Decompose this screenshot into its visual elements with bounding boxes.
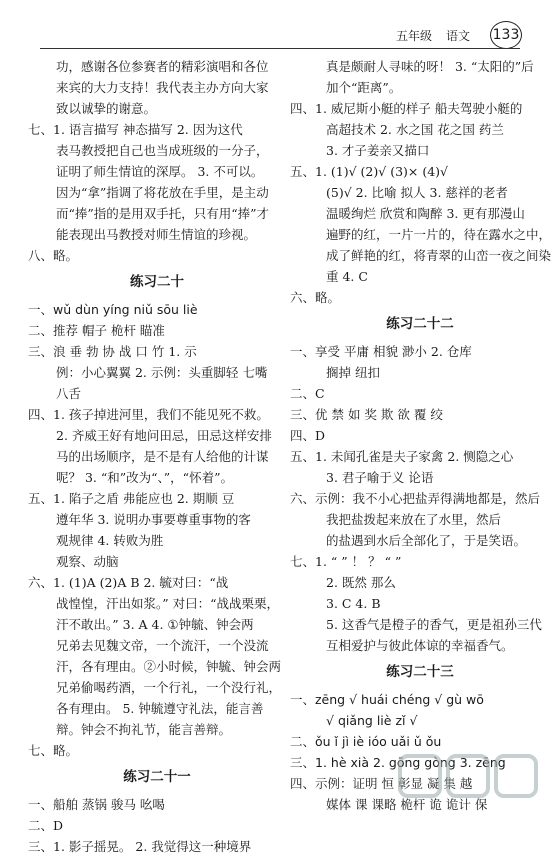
answer-line: 媒体 课 课略 桅杆 诡 诡计 保 xyxy=(326,797,488,812)
section-title: 练习二十二 xyxy=(386,316,454,332)
answer-line: 八、略。 xyxy=(28,248,79,263)
subject-label: 语文 xyxy=(446,29,471,43)
answer-line: 呢？ 3. “和”改为“、”，“怀着”。 xyxy=(56,470,233,485)
answer-line: 一、享受 平庸 相貌 渺小 2. 仓库 xyxy=(290,344,472,359)
answer-line: 观察、动脑 xyxy=(56,554,119,569)
answer-line: 遵年华 3. 说明办事要尊重事物的客 xyxy=(56,512,251,527)
page-header xyxy=(0,0,560,52)
answer-line: 八舌 xyxy=(56,386,82,401)
answer-line: 重 4. C xyxy=(326,269,368,284)
answer-line: 三、浪 垂 勃 协 战 口 竹 1. 示 xyxy=(28,344,197,359)
answer-line: 四、1. 孩子掉进河里，我们不能见死不救。 xyxy=(28,407,269,422)
answer-line: 六、略。 xyxy=(290,290,341,305)
answer-line: 表马教授把自己也当成班级的一分子， xyxy=(56,143,269,158)
answer-line: 三、优 禁 如 奖 欺 欲 覆 绞 xyxy=(290,407,443,422)
left-column xyxy=(28,56,286,857)
right-column xyxy=(290,56,550,815)
answer-line: 二、D xyxy=(28,818,64,833)
answer-line: 四、示例：证明 恒 彰显 凝 集 越 xyxy=(290,776,473,791)
answer-line: 兄弟偷喝药酒，一个行礼，一个没行礼， xyxy=(56,680,282,695)
section-title: 练习二十一 xyxy=(123,769,191,785)
answer-line: 因为“拿”指调了将花放在手里，是主动 xyxy=(56,185,269,200)
answer-line: 高超技术 2. 水之国 花之国 药兰 xyxy=(326,122,504,137)
answer-line: 七、1. “ ” ！ ？ “ ” xyxy=(290,554,402,569)
answer-line: 二、ǒu ǐ jì iè ióo uǎi ǔ ǒu xyxy=(290,734,442,749)
answer-line: 遍野的红，一片一片的，待在露水之中， xyxy=(326,227,552,242)
answer-line: 七、略。 xyxy=(28,743,79,758)
answer-line: 证明了师生情谊的深厚。 3. 不可以。 xyxy=(56,164,264,179)
section-title: 练习二十三 xyxy=(386,664,454,680)
answer-line: 互相爱护与彼此体谅的幸福香气。 xyxy=(326,638,514,653)
answer-line: 五、1. 陷子之盾 弗能应也 2. 期顺 豆 xyxy=(28,491,235,506)
answer-line: 二、C xyxy=(290,386,325,401)
answer-line: 能表现出马教授对师生情谊的珍视。 xyxy=(56,227,257,242)
header-rule xyxy=(40,48,520,49)
answer-line: 功，感谢各位参赛者的精彩演唱和各位 xyxy=(56,59,269,74)
answer-line: 七、1. 语言描写 神态描写 2. 因为这代 xyxy=(28,122,243,137)
answer-line: 加个“距离”。 xyxy=(326,80,402,95)
answer-line: 来宾的大力支持！我代表主办方向大家 xyxy=(56,80,269,95)
answer-line: 2. 齐威王好有地问田忌，田忌这样安排 xyxy=(56,428,272,443)
answer-line: 汗不敢出。” 3. A 4. ①钟毓、钟会两 xyxy=(56,617,254,632)
answer-line: 四、1. 威尼斯小艇的样子 船夫驾驶小艇的 xyxy=(290,101,523,116)
answer-line: 五、1. 未闻孔雀是夫子家禽 2. 恻隐之心 xyxy=(290,449,514,464)
answer-line: 3. 君子喻于义 论语 xyxy=(326,470,434,485)
answer-line: 成了鲜艳的红，将青翠的山峦一夜之间染 xyxy=(326,248,552,263)
answer-line: 一、船舶 蒸锅 骏马 吆喝 xyxy=(28,797,165,812)
answer-line: 三、1. 影子摇晃。 2. 我觉得这一种境界 xyxy=(28,839,252,854)
answer-line: 四、D xyxy=(290,428,326,443)
answer-line: 六、1. (1)A (2)A B 2. 毓对曰：“战 xyxy=(28,575,229,590)
answer-line: 我把盐拨起来放在了水里，然后 xyxy=(326,512,502,527)
answer-line: 二、推荐 帽子 桅杆 瞄准 xyxy=(28,323,165,338)
answer-line: 5. 这香气是橙子的香气，更是祖孙三代 xyxy=(326,617,542,632)
answer-line: 温暖绚烂 欣赏和陶醉 3. 更有那漫山 xyxy=(326,206,525,221)
page-number: 133 xyxy=(490,21,522,49)
answer-line: 2. 既然 那么 xyxy=(326,575,396,590)
grade-label: 五年级 xyxy=(396,29,433,43)
answer-line: 马的出场顺序，是不是有人给他的计谋 xyxy=(56,449,269,464)
answer-line: (5)√ 2. 比喻 拟人 3. 慈祥的老者 xyxy=(326,185,508,200)
answer-line: 辩。钟会不拘礼节，能言善辩。 xyxy=(56,722,232,737)
answer-line: 致以诚挚的谢意。 xyxy=(56,101,157,116)
answer-line: 搁掉 纽扣 xyxy=(326,365,380,380)
answer-line: 3. C 4. B xyxy=(326,596,381,611)
answer-line: 真是颇耐人寻味的呀！ 3. “太阳的”后 xyxy=(326,59,534,74)
answer-line: 例：小心翼翼 2. 示例：头重脚轻 七嘴 xyxy=(56,365,268,380)
answer-line: 的盐遇到水后全部化了，于是笑语。 xyxy=(326,533,527,548)
answer-line: 3. 才子姜亲又描口 xyxy=(326,143,430,158)
answer-line: 各有理由。 5. 钟毓遵守礼法，能言善 xyxy=(56,701,264,716)
answer-line: 一、wǔ dùn yíng niǔ sōu liè xyxy=(28,302,198,317)
answer-line: √ qiǎng liè zǐ √ xyxy=(326,713,418,728)
answer-line: 三、1. hè xià 2. gōng gòng 3. zēng xyxy=(290,755,506,770)
section-title: 练习二十 xyxy=(130,274,184,290)
answer-line: 而“捧”指的是用双手托，只有用“捧”才 xyxy=(56,206,270,221)
watermark-logo xyxy=(396,752,546,807)
answer-line: 兄弟去见魏文帝，一个流汗，一个没流 xyxy=(56,638,269,653)
answer-line: 六、示例：我不小心把盐弄得满地都是，然后 xyxy=(290,491,541,506)
answer-line: 观规律 4. 转败为胜 xyxy=(56,533,164,548)
answer-line: 五、1. (1)√ (2)√ (3)× (4)√ xyxy=(290,164,449,179)
answer-line: 一、zēng √ huái chéng √ gù wō xyxy=(290,692,484,707)
answer-line: 战惶惶，汗出如浆。” 对曰：“战战栗栗， xyxy=(56,596,280,611)
answer-line: 汗，各有理由。②小时候，钟毓、钟会两 xyxy=(56,659,282,674)
